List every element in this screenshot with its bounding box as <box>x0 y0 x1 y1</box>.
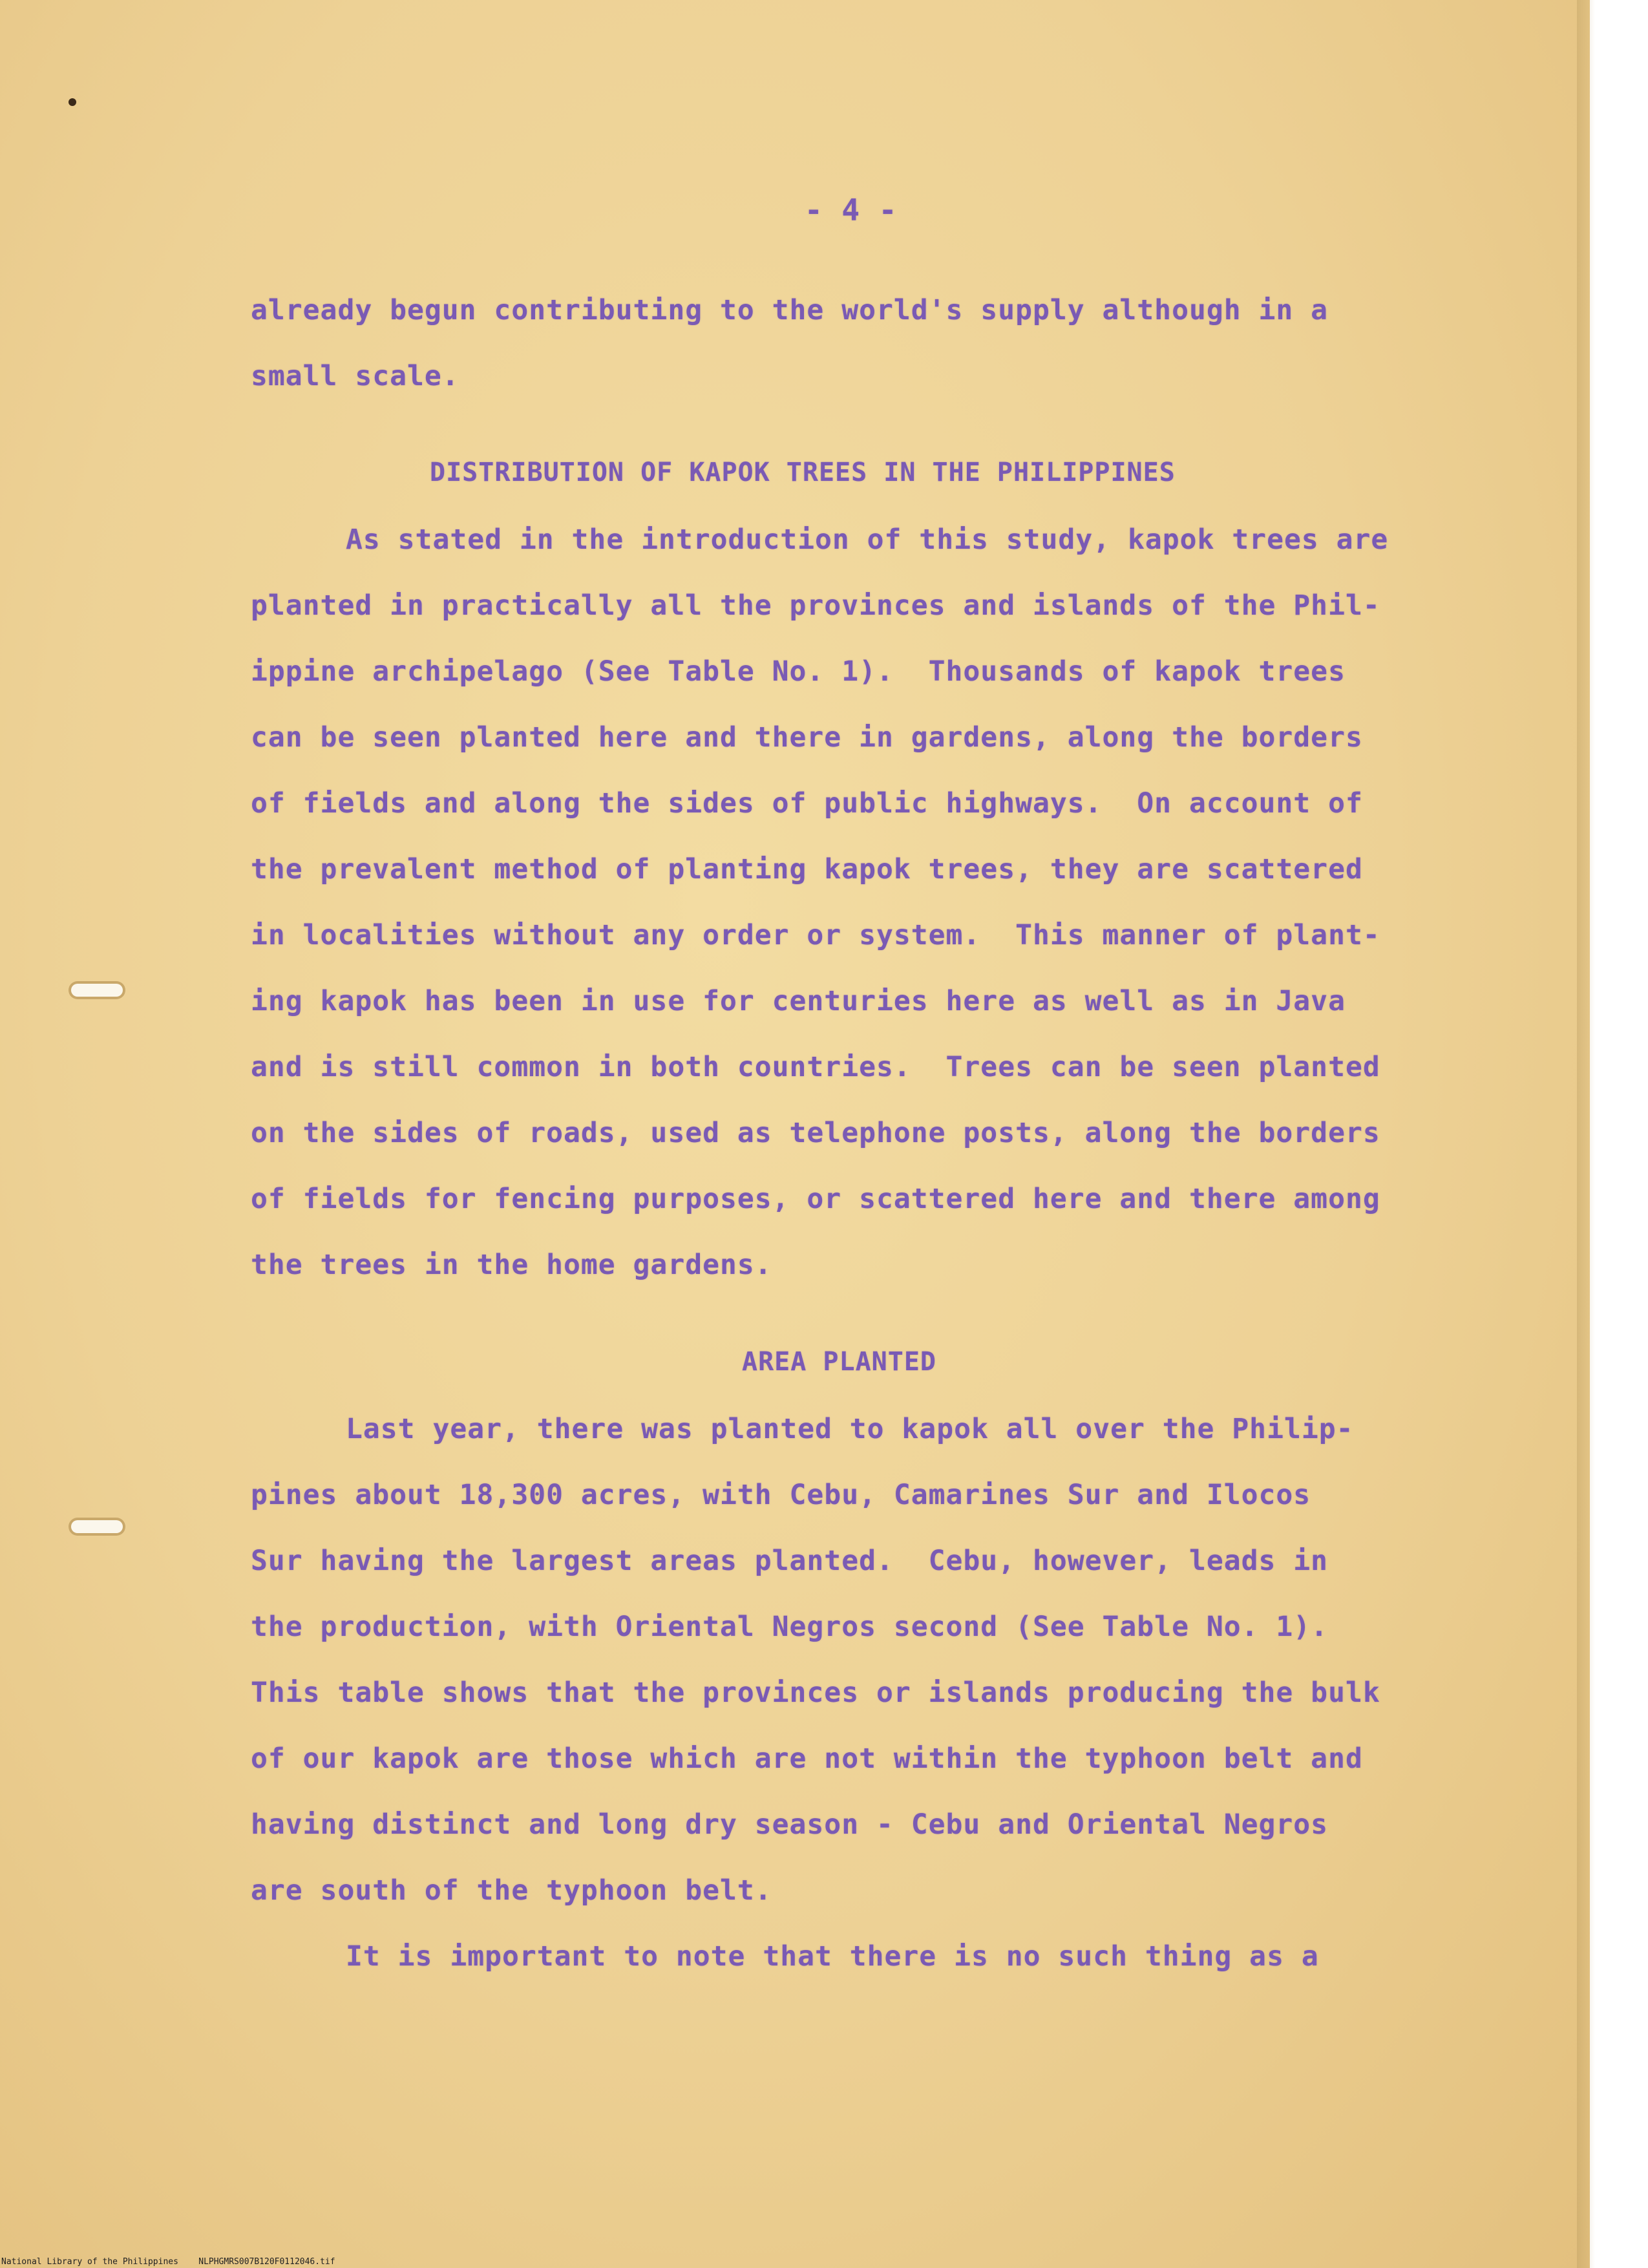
text-line: This table shows that the provinces or islands producing the bulk <box>251 1677 1380 1709</box>
text-line: pines about 18,300 acres, with Cebu, Camarines Sur and Ilocos <box>251 1479 1311 1511</box>
text-line: As stated in the introduction of this study, kapok trees are <box>346 524 1389 556</box>
text-line: Sur having the largest areas planted. Cebu, however, leads in <box>251 1545 1329 1577</box>
text-line: ippine archipelago (See Table No. 1). Thousands of kapok trees <box>251 655 1346 688</box>
page-number: - 4 - <box>805 193 898 228</box>
text-line: the prevalent method of planting kapok trees, they are scattered <box>251 853 1363 885</box>
text-line: Last year, there was planted to kapok all over the Philip- <box>346 1413 1354 1445</box>
section-heading-area-planted: AREA PLANTED <box>742 1347 936 1377</box>
text-line: planted in practically all the provinces and islands of the Phil- <box>251 589 1380 622</box>
paper-edge-shadow <box>1577 0 1595 2268</box>
text-line: of fields and along the sides of public highways. On account of <box>251 787 1363 820</box>
footer-library: National Library of the Philippines <box>1 2257 178 2267</box>
section-heading-distribution: DISTRIBUTION OF KAPOK TREES IN THE PHILIPPINES <box>430 458 1176 487</box>
text-line: the trees in the home gardens. <box>251 1249 772 1281</box>
text-line: having distinct and long dry season - Cebu and Oriental Negros <box>251 1808 1329 1841</box>
text-line: are south of the typhoon belt. <box>251 1874 772 1907</box>
footer-file-id: NLPHGMRS007B120F0112046.tif <box>198 2257 335 2267</box>
text-line: ing kapok has been in use for centuries here as well as in Java <box>251 985 1346 1017</box>
text-line: small scale. <box>251 360 460 392</box>
text-line: on the sides of roads, used as telephone posts, along the borders <box>251 1117 1380 1149</box>
text-line: of our kapok are those which are not within the typhoon belt and <box>251 1743 1363 1775</box>
text-line: already begun contributing to the world's supply although in a <box>251 294 1329 326</box>
ink-speck <box>69 98 76 106</box>
archive-footer <box>1 2257 335 2267</box>
text-line: It is important to note that there is no such thing as a <box>346 1940 1319 1973</box>
binder-hole-upper <box>71 984 123 997</box>
text-line: the production, with Oriental Negros second (See Table No. 1). <box>251 1611 1329 1643</box>
text-line: of fields for fencing purposes, or scattered here and there among <box>251 1183 1380 1215</box>
text-line: in localities without any order or system. This manner of plant- <box>251 919 1380 951</box>
binder-hole-lower <box>71 1520 123 1533</box>
text-line: can be seen planted here and there in gardens, along the borders <box>251 721 1363 754</box>
text-line: and is still common in both countries. Trees can be seen planted <box>251 1051 1380 1083</box>
